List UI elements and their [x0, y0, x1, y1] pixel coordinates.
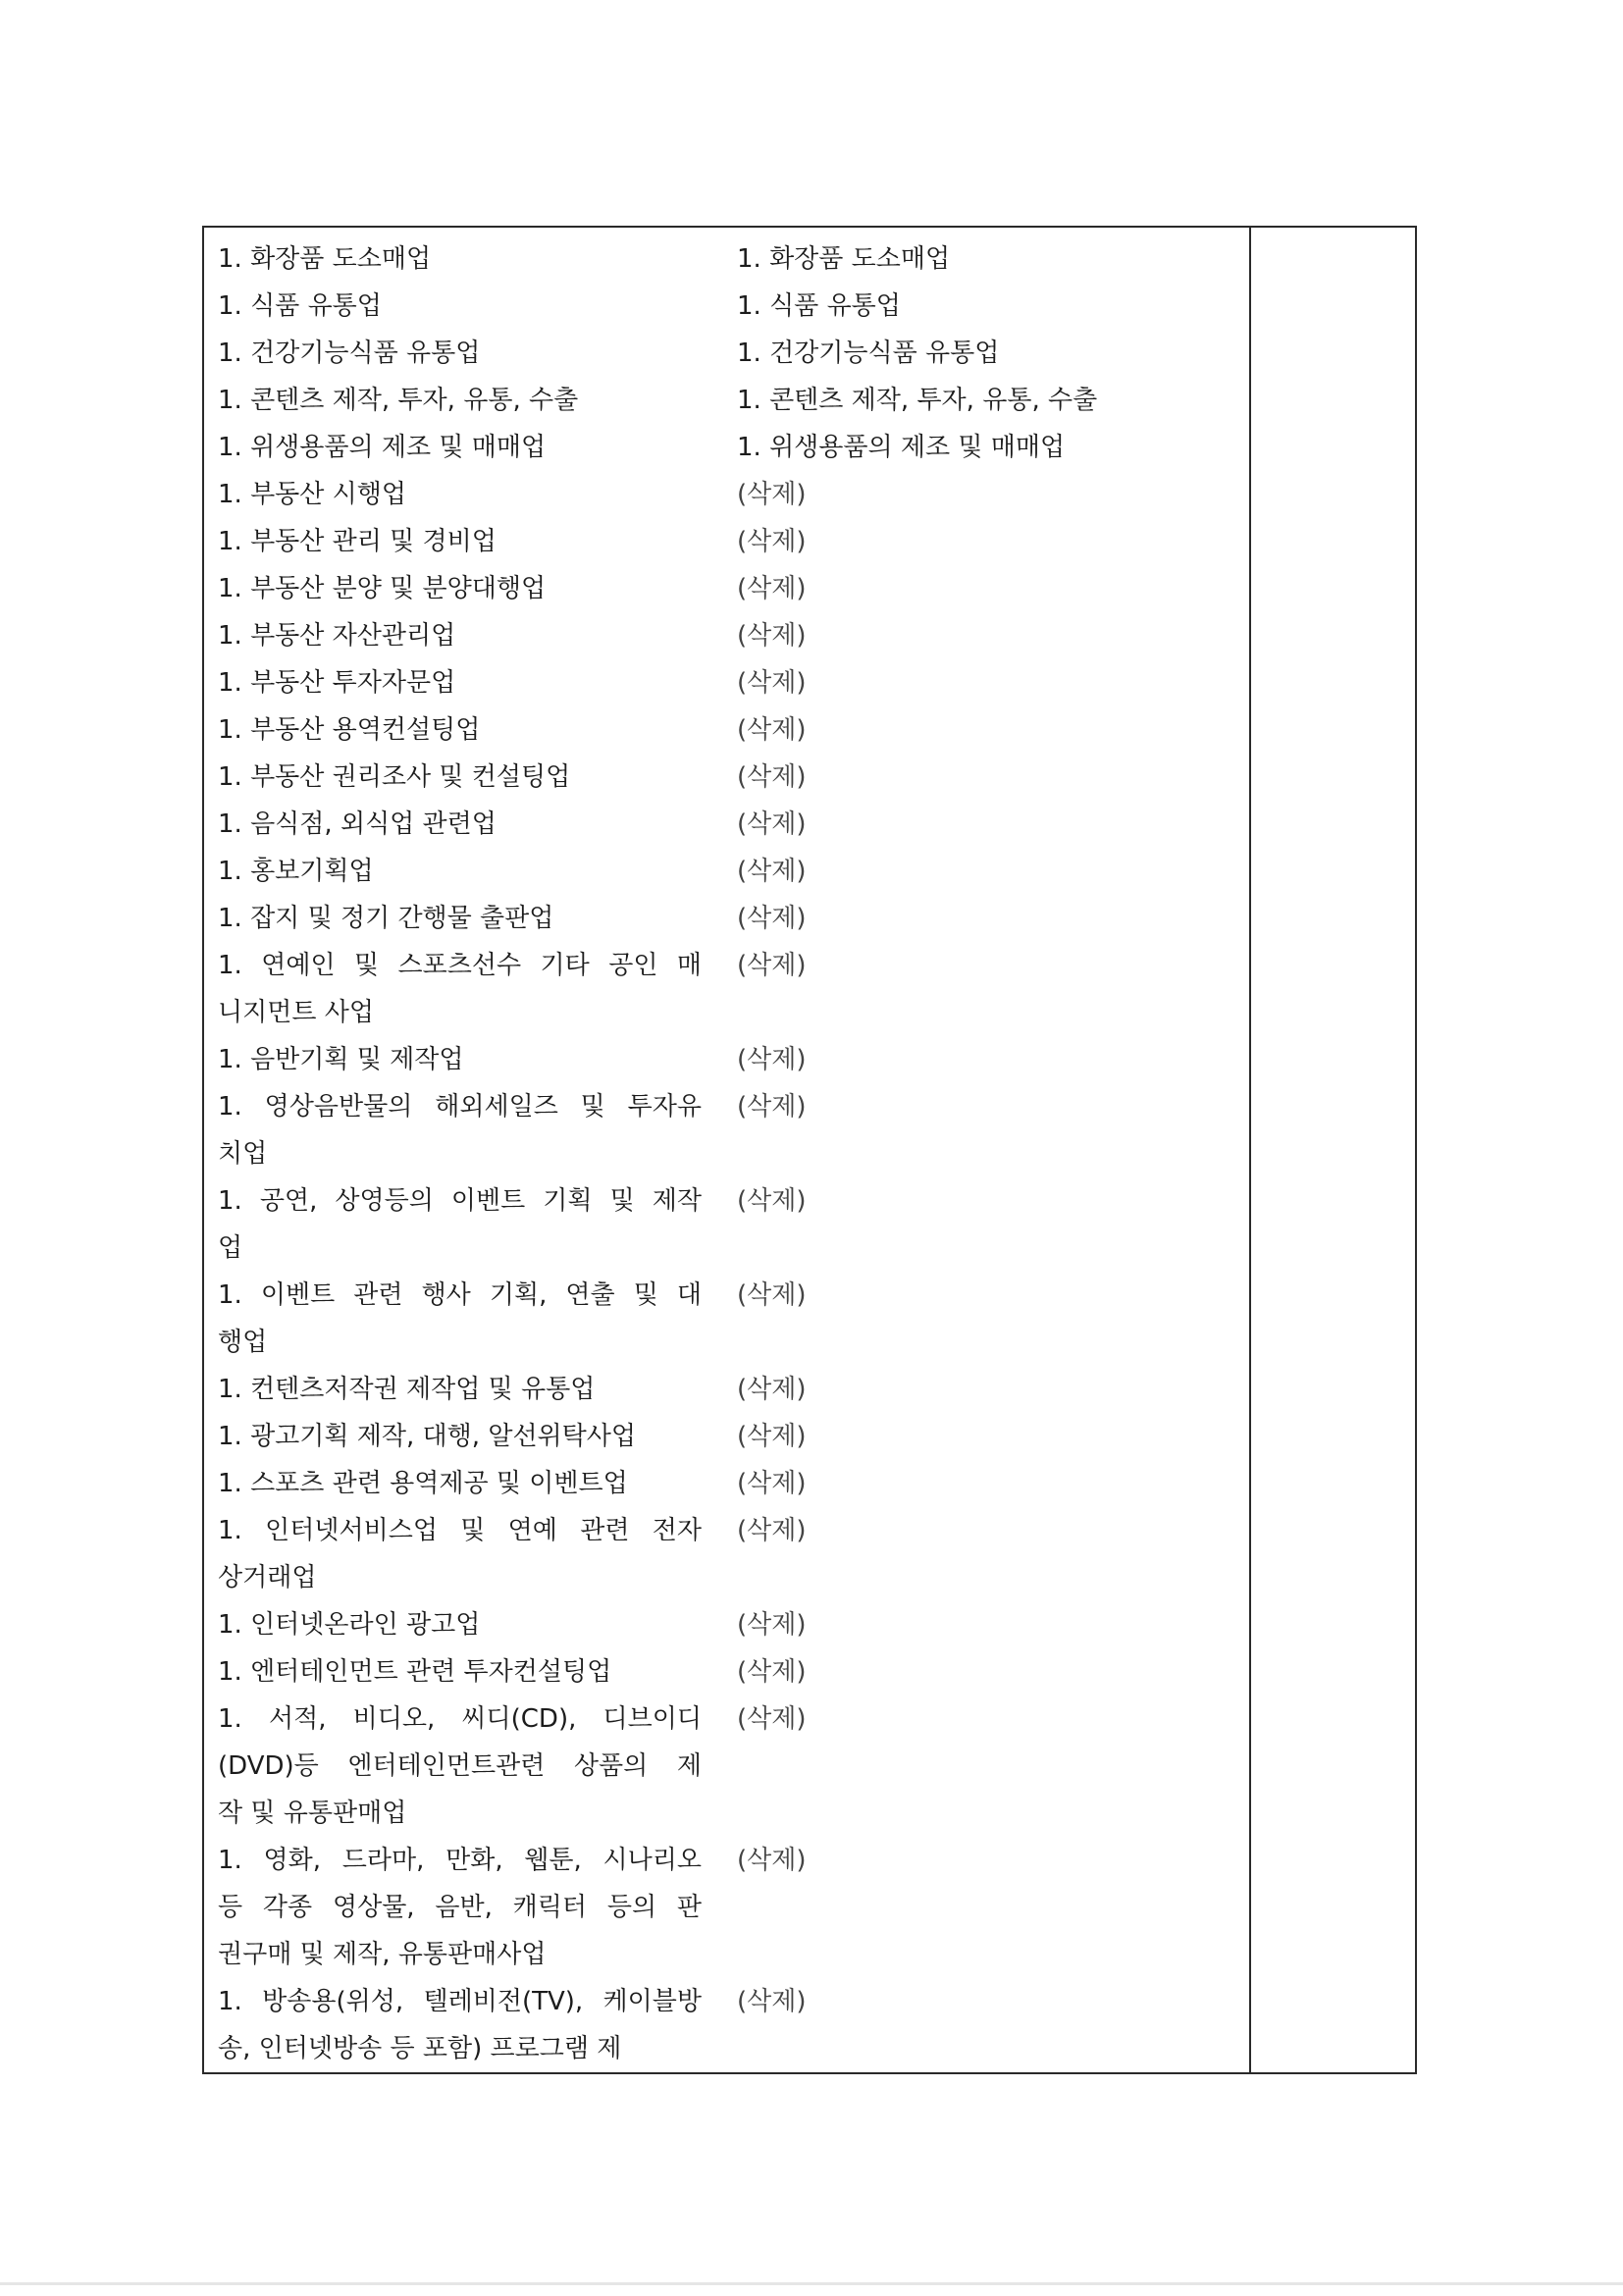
- remarks-column: [1250, 227, 1416, 2073]
- amended-text: 1. 콘텐츠 제작, 투자, 유통, 수출: [737, 386, 1098, 415]
- original-text-line: 상거래업: [218, 1563, 317, 1592]
- deleted-marker: (삭제): [737, 1092, 807, 1122]
- original-text: [204, 1366, 715, 1413]
- original-text-line: 권구매 및 제작, 유통판매사업: [218, 1940, 547, 1969]
- original-text: [204, 1460, 715, 1507]
- original-text-line: 1. 방송용(위성, 텔레비전(TV), 케이블방: [218, 1987, 702, 2016]
- original-text-line: 송, 인터넷방송 등 포함) 프로그램 제: [218, 2034, 622, 2063]
- original-text-line: 1. 부동산 시행업: [218, 480, 407, 509]
- original-text: [204, 1413, 715, 1460]
- original-text-line: 1. 부동산 관리 및 경비업: [218, 527, 497, 556]
- original-text-line: 1. 음반기획 및 제작업: [218, 1045, 464, 1074]
- deleted-marker: (삭제): [737, 1610, 807, 1640]
- original-text: [204, 471, 715, 518]
- original-text-line: 1. 이벤트 관련 행사 기획, 연출 및 대: [218, 1280, 702, 1310]
- original-text-line: 1. 음식점, 외식업 관련업: [218, 809, 497, 839]
- original-text-line: (DVD)등 엔터테인먼트관련 상품의 제: [218, 1751, 702, 1781]
- original-text-line: 1. 콘텐츠 제작, 투자, 유통, 수출: [218, 386, 579, 415]
- original-text-line: 치업: [218, 1139, 268, 1169]
- original-text: [204, 1648, 715, 1696]
- list-item: [204, 424, 1249, 471]
- original-text: [204, 1837, 715, 1978]
- original-text: [204, 612, 715, 659]
- list-item: [204, 330, 1249, 377]
- original-text-line: 1. 부동산 자산관리업: [218, 621, 456, 651]
- list-item: [204, 1272, 1249, 1366]
- list-item: [204, 1648, 1249, 1696]
- original-text-line: 1. 위생용품의 제조 및 매매업: [218, 433, 547, 462]
- deleted-marker: (삭제): [737, 1422, 807, 1451]
- amended-text: 1. 식품 유통업: [737, 291, 901, 321]
- original-text-line: 작 및 유통판매업: [218, 1799, 407, 1828]
- original-text: [204, 330, 715, 377]
- list-item: [204, 1696, 1249, 1837]
- original-text: [204, 1696, 715, 1837]
- list-item: [204, 1413, 1249, 1460]
- amended-text: 1. 화장품 도소매업: [737, 244, 951, 274]
- deleted-marker: (삭제): [737, 1657, 807, 1687]
- original-text-line: 등 각종 영상물, 음반, 캐릭터 등의 판: [218, 1893, 702, 1922]
- list-item: [204, 377, 1249, 424]
- list-item: [204, 1177, 1249, 1272]
- original-text-line: 1. 엔터테인먼트 관련 투자컨설팅업: [218, 1657, 612, 1687]
- deleted-marker: (삭제): [737, 574, 807, 603]
- business-items-list: [204, 228, 1249, 2072]
- list-item: [204, 612, 1249, 659]
- amended-text: 1. 건강기능식품 유통업: [737, 339, 1000, 368]
- original-text-line: 1. 영상음반물의 해외세일즈 및 투자유: [218, 1092, 702, 1122]
- list-item: [204, 895, 1249, 942]
- list-item: [204, 1978, 1249, 2072]
- original-text-line: 1. 공연, 상영등의 이벤트 기획 및 제작: [218, 1186, 702, 1216]
- list-item: [204, 801, 1249, 848]
- deleted-marker: (삭제): [737, 527, 807, 556]
- original-text: [204, 235, 715, 283]
- deleted-marker: (삭제): [737, 1186, 807, 1216]
- deleted-marker: (삭제): [737, 809, 807, 839]
- original-text-line: 행업: [218, 1328, 268, 1357]
- list-item: [204, 1507, 1249, 1601]
- comparison-cell: [203, 227, 1250, 2073]
- list-item: [204, 1460, 1249, 1507]
- table-body-row: [203, 227, 1416, 2073]
- original-text-line: 1. 부동산 권리조사 및 컨설팅업: [218, 762, 571, 792]
- original-text: [204, 1272, 715, 1366]
- list-item: [204, 1083, 1249, 1177]
- original-text-line: 1. 광고기획 제작, 대행, 알선위탁사업: [218, 1422, 637, 1451]
- original-text-line: 1. 식품 유통업: [218, 291, 382, 321]
- deleted-marker: (삭제): [737, 1704, 807, 1734]
- original-text-line: 1. 연예인 및 스포츠선수 기타 공인 매: [218, 951, 702, 980]
- list-item: [204, 565, 1249, 612]
- original-text: [204, 424, 715, 471]
- original-text-line: 1. 스포츠 관련 용역제공 및 이벤트업: [218, 1469, 628, 1498]
- original-text: [204, 801, 715, 848]
- deleted-marker: (삭제): [737, 904, 807, 933]
- original-text-line: 1. 컨텐츠저작권 제작업 및 유통업: [218, 1375, 596, 1404]
- deleted-marker: (삭제): [737, 762, 807, 792]
- list-item: [204, 518, 1249, 565]
- original-text-line: 1. 인터넷온라인 광고업: [218, 1610, 481, 1640]
- deleted-marker: (삭제): [737, 1469, 807, 1498]
- original-text: [204, 754, 715, 801]
- original-text: [204, 1083, 715, 1177]
- deleted-marker: (삭제): [737, 1375, 807, 1404]
- original-text-line: 1. 잡지 및 정기 간행물 출판업: [218, 904, 554, 933]
- list-item: [204, 706, 1249, 754]
- deleted-marker: (삭제): [737, 715, 807, 745]
- original-text: [204, 1507, 715, 1601]
- list-item: [204, 754, 1249, 801]
- original-text: [204, 283, 715, 330]
- original-text: [204, 1601, 715, 1648]
- original-text-line: 1. 인터넷서비스업 및 연예 관련 전자: [218, 1516, 702, 1545]
- deleted-marker: (삭제): [737, 951, 807, 980]
- original-text: [204, 848, 715, 895]
- deleted-marker: (삭제): [737, 668, 807, 698]
- list-item: [204, 471, 1249, 518]
- list-item: [204, 848, 1249, 895]
- page-bottom-rule: [0, 2282, 1623, 2285]
- original-text: [204, 1036, 715, 1083]
- deleted-marker: (삭제): [737, 857, 807, 886]
- original-text: [204, 895, 715, 942]
- original-text-line: 니지먼트 사업: [218, 998, 374, 1027]
- list-item: [204, 942, 1249, 1036]
- original-text: [204, 518, 715, 565]
- original-text-line: 업: [218, 1233, 243, 1263]
- original-text-line: 1. 영화, 드라마, 만화, 웹툰, 시나리오: [218, 1846, 702, 1875]
- deleted-marker: (삭제): [737, 480, 807, 509]
- original-text-line: 1. 부동산 분양 및 분양대행업: [218, 574, 547, 603]
- deleted-marker: (삭제): [737, 1846, 807, 1875]
- deleted-marker: (삭제): [737, 1280, 807, 1310]
- list-item: [204, 1837, 1249, 1978]
- list-item: [204, 283, 1249, 330]
- deleted-marker: (삭제): [737, 1987, 807, 2016]
- original-text-line: 1. 부동산 용역컨설팅업: [218, 715, 481, 745]
- list-item: [204, 235, 1249, 283]
- original-text: [204, 565, 715, 612]
- deleted-marker: (삭제): [737, 1045, 807, 1074]
- original-text: [204, 1978, 715, 2072]
- original-text-line: 1. 부동산 투자자문업: [218, 668, 456, 698]
- original-text: [204, 377, 715, 424]
- list-item: [204, 1601, 1249, 1648]
- amendment-table: [202, 226, 1417, 2074]
- original-text-line: 1. 홍보기획업: [218, 857, 374, 886]
- list-item: [204, 1366, 1249, 1413]
- original-text-line: 1. 서적, 비디오, 씨디(CD), 디브이디: [218, 1704, 702, 1734]
- original-text-line: 1. 건강기능식품 유통업: [218, 339, 481, 368]
- deleted-marker: (삭제): [737, 1516, 807, 1545]
- original-text: [204, 942, 715, 1036]
- original-text-line: 1. 화장품 도소매업: [218, 244, 432, 274]
- original-text: [204, 1177, 715, 1272]
- list-item: [204, 1036, 1249, 1083]
- amended-text: 1. 위생용품의 제조 및 매매업: [737, 433, 1066, 462]
- original-text: [204, 659, 715, 706]
- original-text: [204, 706, 715, 754]
- deleted-marker: (삭제): [737, 621, 807, 651]
- list-item: [204, 659, 1249, 706]
